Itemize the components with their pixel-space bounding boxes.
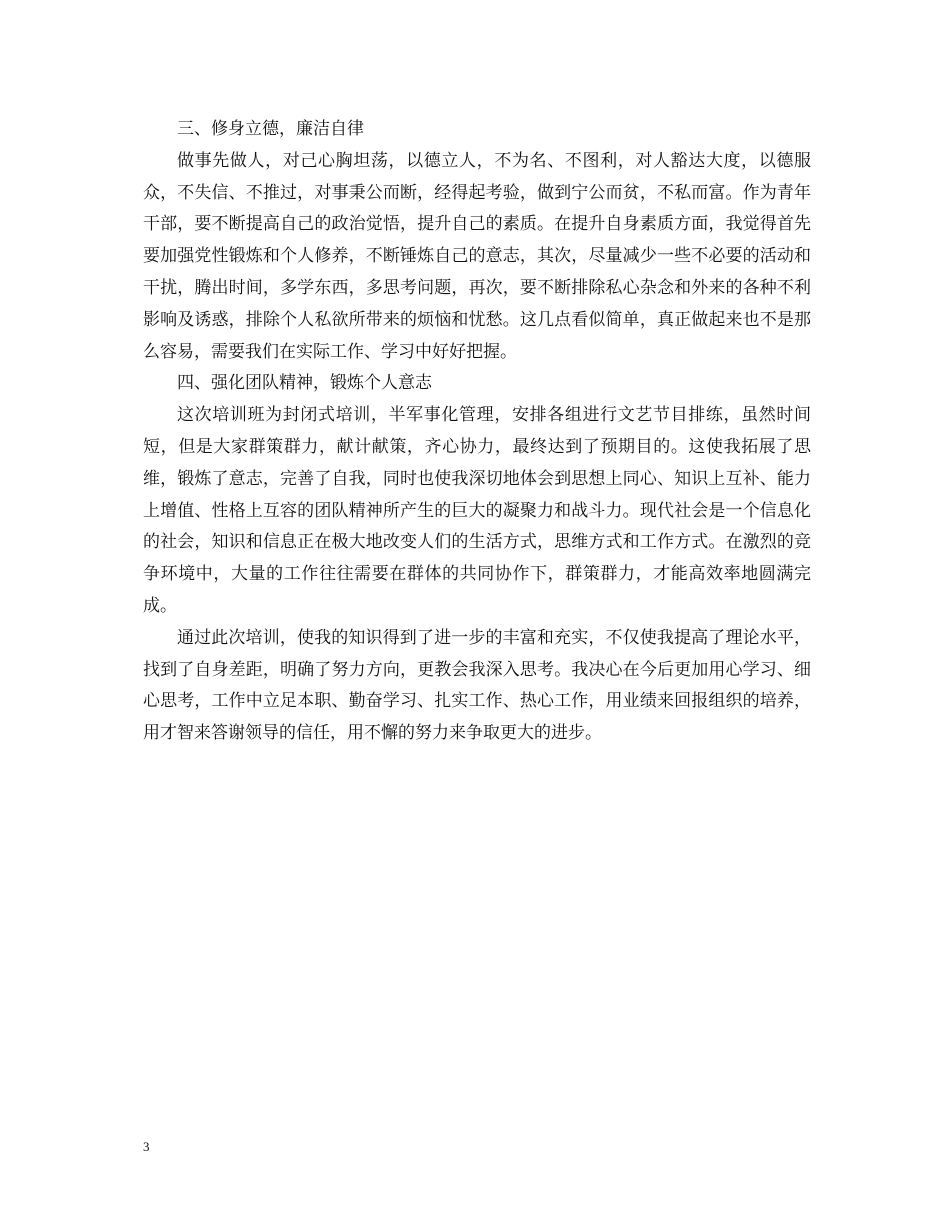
section-heading-3: 三、修身立德，廉洁自律: [177, 119, 364, 139]
section-4-paragraph-2: 通过此次培训，使我的知识得到了进一步的丰富和充实，不仅使我提高了理论水平，找到了自身差距，明确了努力方向，更教会我深入思考。我决心在今后更加用心学习、细心思考，工作中立足本职、勤奋学习、扎实工作、热心工作，用业绩来回报组织的培养，用才智来答谢领导的信任，用不懈的努力来争取更大的进步。: [143, 627, 811, 744]
document-body: [143, 114, 811, 750]
section-heading-4: 四、强化团队精神，锻炼个人意志: [177, 373, 432, 394]
page-number: 3: [143, 1139, 150, 1154]
section-3-paragraph-1: 做事先做人，对己心胸坦荡，以德立人，不为名、不图利，对人豁达大度，以德服众，不失信、不推过，对事秉公而断，经得起考验，做到宁公而贫，不私而富。作为青年干部，要不断提高自己的政治觉悟，提升自己的素质。在提升自身素质方面，我觉得首先要加强党性锻炼和个人修养，不断锤炼自己的意志，其次，尽量减少一些不必要的活动和干扰，腾出时间，多学东西，多思考问题，再次，要不断排除私心杂念和外来的各种不利影响及诱惑，排除个人私欲所带来的烦恼和忧愁。这几点看似简单，真正做起来也不是那么容易，需要我们在实际工作、学习中好好把握。: [143, 150, 811, 362]
section-4-paragraph-1: 这次培训班为封闭式培训，半军事化管理，安排各组进行文艺节目排练，虽然时间短，但是大家群策群力，献计献策，齐心协力，最终达到了预期目的。这使我拓展了思维，锻炼了意志，完善了自我，同时也使我深切地体会到思想上同心、知识上互补、能力上增值、性格上互容的团队精神所产生的巨大的凝聚力和战斗力。现代社会是一个信息化的社会，知识和信息正在极大地改变人们的生活方式，思维方式和工作方式。在激烈的竞争环境中，大量的工作往往需要在群体的共同协作下，群策群力，才能高效率地圆满完成。: [143, 405, 811, 616]
